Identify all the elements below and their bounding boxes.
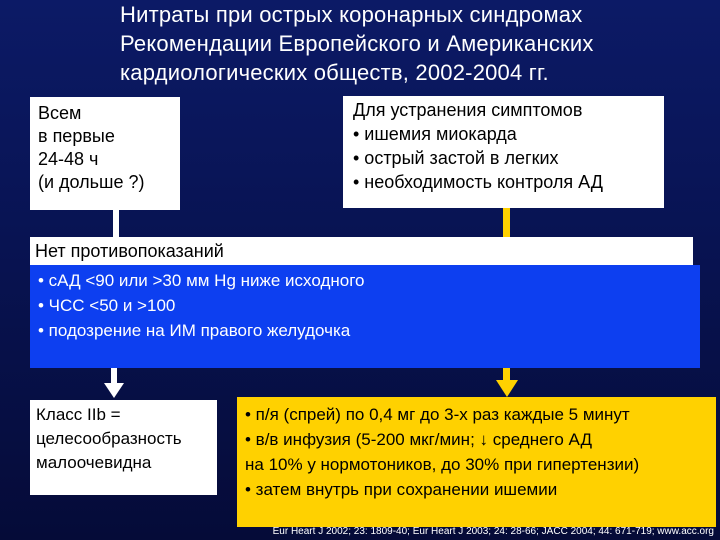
timing-line-4: (и дольше ?) — [38, 172, 145, 192]
class-line-2: целесообразность — [36, 429, 182, 448]
timing-line-3: 24-48 ч — [38, 149, 99, 169]
contraindications-list-box — [30, 265, 700, 368]
title-line-3: кардиологических обществ, 2002-2004 гг. — [120, 60, 549, 85]
treatment-item-infusion-cont: на 10% у нормотоников, до 30% при гипертензии) — [245, 455, 640, 474]
indication-item-ischemia: • ишемия миокарда — [353, 124, 517, 144]
connector-line-left — [113, 210, 119, 237]
treatment-item-oral: • затем внутрь при сохранении ишемии — [245, 480, 558, 499]
treatment-box — [237, 397, 716, 527]
treatment-item-spray: • п/я (спрей) по 0,4 мг до 3-х раз каждые 5 минут — [245, 405, 630, 424]
arrow-down-icon-right — [496, 380, 518, 397]
recommendation-class-box — [30, 400, 217, 495]
timing-box — [30, 97, 180, 210]
treatment-item-infusion: • в/в инфузия (5-200 мкг/мин; ↓ среднего АД — [245, 430, 592, 449]
class-line-1: Класс IIb = — [36, 405, 121, 424]
slide-title — [120, 0, 700, 87]
connector-line-right — [503, 208, 510, 237]
contraindications-heading: Нет противопоказаний — [35, 241, 224, 261]
contraindication-item-rv-mi: • подозрение на ИМ правого желудочка — [38, 321, 351, 340]
arrow-down-icon-left — [104, 383, 124, 398]
title-line-2: Рекомендации Европейского и Американских — [120, 31, 594, 56]
indications-box — [343, 96, 664, 208]
timing-line-2: в первые — [38, 126, 115, 146]
contraindication-item-sbp: • сАД <90 или >30 мм Hg ниже исходного — [38, 271, 365, 290]
indication-item-congestion: • острый застой в легких — [353, 148, 559, 168]
indication-item-bp-control: • необходимость контроля АД — [353, 172, 603, 192]
title-line-1: Нитраты при острых коронарных синдромах — [120, 2, 583, 27]
class-line-3: малоочевидна — [36, 453, 152, 472]
citation-footer: Eur Heart J 2002; 23: 1809-40; Eur Heart J 2003; 24: 28-66; JACC 2004; 44: 671-719; www.acc.org — [272, 526, 714, 537]
contraindications-heading-box — [30, 237, 693, 265]
timing-line-1: Всем — [38, 103, 82, 123]
contraindication-item-hr: • ЧСС <50 и >100 — [38, 296, 176, 315]
indications-heading: Для устранения симптомов — [353, 100, 583, 120]
